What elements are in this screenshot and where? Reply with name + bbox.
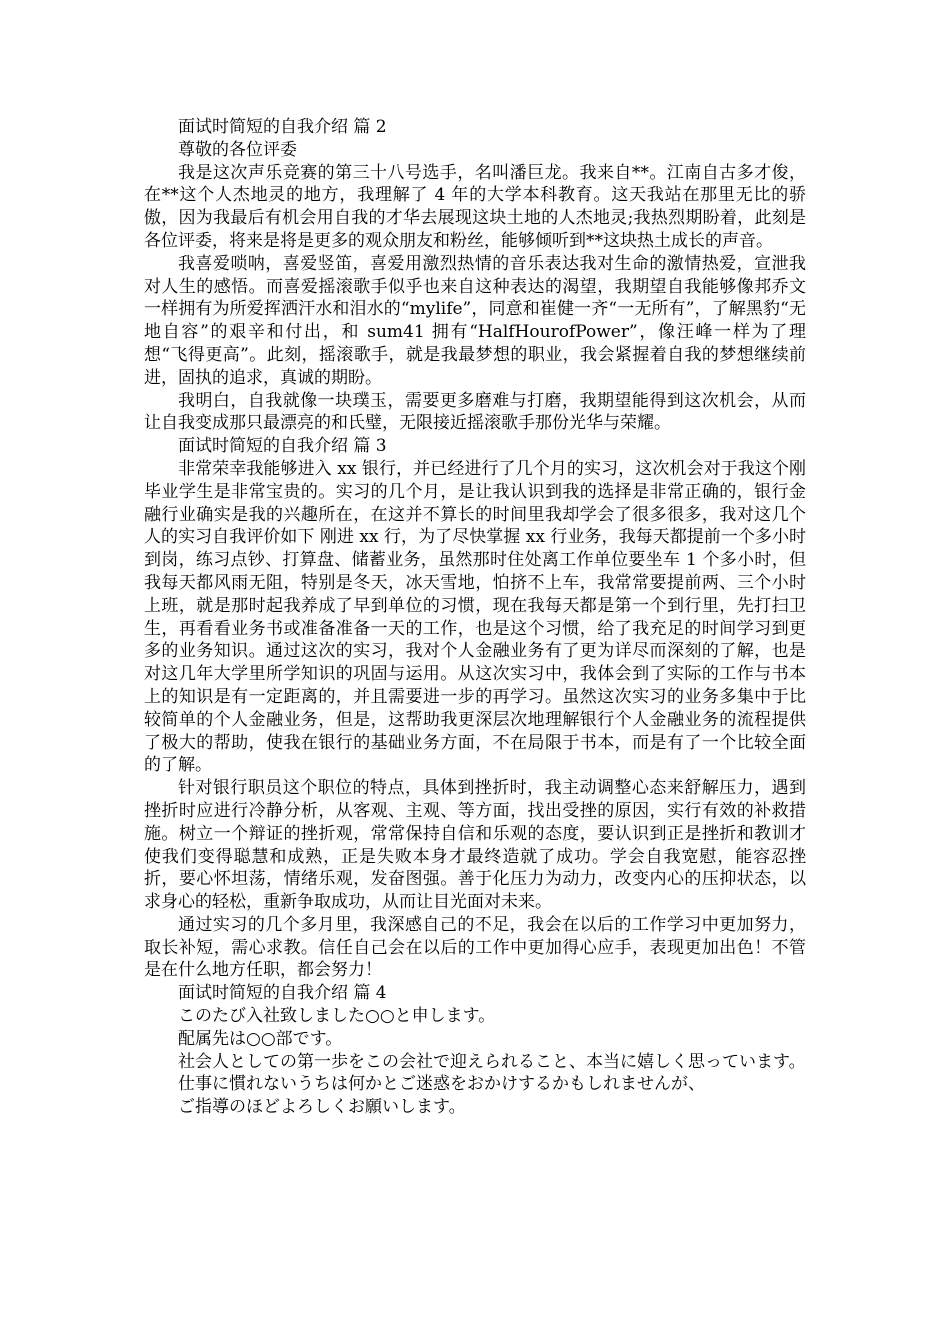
- greeting-paragraph: 尊敬的各位评委: [178, 139, 297, 160]
- section-title-2: 面试时简短的自我介绍 篇 2: [178, 117, 387, 137]
- body-paragraph: このたび入社致しました○○と申します。: [178, 1006, 496, 1027]
- body-paragraph: 针对银行职员这个职位的特点，具体到挫折时，我主动调整心态来舒解压力，遇到挫折时应进行冷静分析，从客观、主观、等方面，找出受挫的原因，实行有效的补救措施。树立一个辩证的挫折观，常常保持自信和乐观的态度，要认识到正是挫折和教训才使我们变得聪慧和成熟，正是失败本身才最终造就了成功。学会自我宽慰，能容忍挫折，要心怀坦荡，情绪乐观，发奋图强。善于化压力为动力，改变内心的压抑状态，以求身心的轻松，重新争取成功，从而让目光面对未来。: [144, 778, 806, 913]
- body-paragraph: 通过实习的几个多月里，我深感自己的不足，我会在以后的工作学习中更加努力，取长补短，需心求教。信任自己会在以后的工作中更加得心应手，表现更加出色！不管是在什么地方任职，都会努力！: [144, 914, 806, 981]
- body-paragraph: 社会人としての第一歩をこの会社で迎えられること、本当に嬉しく思っています。: [178, 1051, 806, 1072]
- body-paragraph: 配属先は○○部です。: [178, 1028, 343, 1049]
- body-paragraph: 我喜爱唢呐，喜爱竖笛，喜爱用激烈热情的音乐表达我对生命的激情热爱，宣泄我对人生的感悟。而喜爱摇滚歌手似乎也来自这种表达的渴望，我期望自我能够像邦乔文一样拥有为所爱挥洒汗水和泪水的“mylife”，同意和崔健一齐“一无所有”，了解黑豹“无地自容”的艰辛和付出，和 sum41 拥有“HalfHourofPower”，像汪峰一样为了理想“飞得更高”。此刻，摇滚歌手，就是我最梦想的职业，我会紧握着自我的梦想继续前进，固执的追求，真诚的期盼。: [144, 253, 806, 388]
- section-title-4: 面试时简短的自我介绍 篇 4: [178, 983, 387, 1004]
- body-paragraph: 仕事に慣れないうちは何かとご迷惑をおかけするかもしれませんが、: [178, 1074, 705, 1095]
- body-paragraph: 我明白，自我就像一块璞玉，需要更多磨难与打磨，我期望能得到这次机会，从而让自我变成那只最漂亮的和氏璧，无限接近摇滚歌手那份光华与荣耀。: [144, 390, 806, 434]
- section-title-3: 面试时简短的自我介绍 篇 3: [178, 436, 387, 457]
- body-paragraph: ご指導のほどよろしくお願いします。: [178, 1097, 466, 1118]
- body-paragraph: 我是这次声乐竞赛的第三十八号选手，名叫潘巨龙。我来自**。江南自古多才俊，在**这个人杰地灵的地方，我理解了 4 年的大学本科教育。这天我站在那里无比的骄傲，因为我最后有机会用自我的才华去展现这块土地的人杰地灵;我热烈期盼着，此刻是各位评委，将来是将是更多的观众朋友和粉丝，能够倾听到**这块热土成长的声音。: [144, 162, 806, 251]
- document-page: [144, 116, 806, 1119]
- body-paragraph: 非常荣幸我能够进入 xx 银行，并已经进行了几个月的实习，这次机会对于我这个刚毕业学生是非常宝贵的。实习的几个月，是让我认识到我的选择是非常正确的，银行金融行业确实是我的兴趣所在，在这并不算长的时间里我却学会了很多很多，我对这几个人的实习自我评价如下 刚进 xx 行，为了尽快掌握 xx 行业务，我每天都提前一个多小时到岗，练习点钞、打算盘、储蓄业务，虽然那时住处离工作单位要坐车 1 个多小时，但我每天都风雨无阻，特别是冬天，冰天雪地，怕挤不上车，我常常要提前两、三个小时上班，就是那时起我养成了早到单位的习惯，现在我每天都是第一个到行里，先打扫卫生，再看看业务书或准备准备一天的工作，也是这个习惯，给了我充足的时间学习到更多的业务知识。通过这次的实习，我对个人金融业务有了更为详尽而深刻的了解，也是对这几年大学里所学知识的巩固与运用。从这次实习中，我体会到了实际的工作与书本上的知识是有一定距离的，并且需要进一步的再学习。虽然这次实习的业务多集中于比较简单的个人金融业务，但是，这帮助我更深层次地理解银行个人金融业务的流程提供了极大的帮助，使我在银行的基础业务方面，不在局限于书本，而是有了一个比较全面的了解。: [144, 458, 806, 776]
